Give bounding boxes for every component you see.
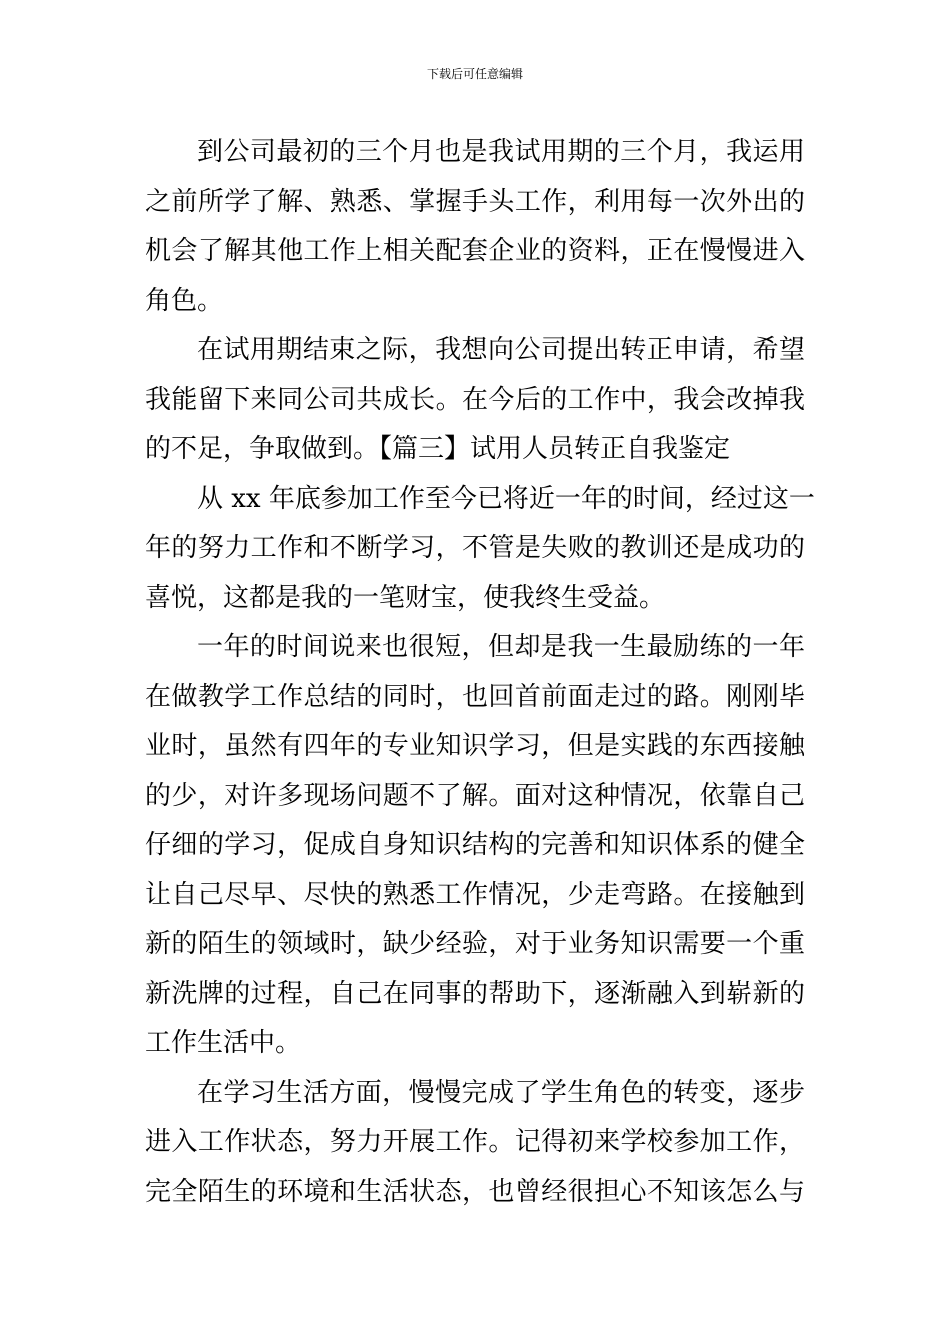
paragraph-line: 在做教学工作总结的同时，也回首前面走过的路。刚刚毕 [145,681,805,712]
paragraph-line: 在学习生活方面，慢慢完成了学生角色的转变，逐步 [197,1077,805,1108]
paragraph-line: 一年的时间说来也很短，但却是我一生最励练的一年 [197,632,805,662]
paragraph-3 [145,475,815,624]
paragraph-line: 新的陌生的领域时，缺少经验，对于业务知识需要一个重 [145,929,805,959]
paragraph-line: 在试用期结束之际，我想向公司提出转正申请，希望 [197,335,805,365]
paragraph-line: 喜悦，这都是我的一笔财宝，使我终生受益。 [145,582,666,613]
paragraph-line: 的不足，争取做到。【篇三】试用人员转正自我鉴定 [145,434,731,464]
paragraph-line: 到公司最初的三个月也是我试用期的三个月，我运用 [197,137,805,167]
paragraph-line: 的少，对许多现场问题不了解。面对这种情况，依靠自己 [145,780,805,811]
paragraph-2 [145,326,805,475]
paragraph-line: 进入工作状态，努力开展工作。记得初来学校参加工作， [145,1127,805,1157]
paragraph-line: 让自己尽早、尽快的熟悉工作情况，少走弯路。在接触到 [145,879,805,910]
paragraph-line: 从 xx 年底参加工作至今已将近一年的时间，经过这一 [197,483,815,514]
paragraph-line: 年的努力工作和不断学习，不管是失败的教训还是成功的 [145,533,805,563]
paragraph-line: 新洗牌的过程，自己在同事的帮助下，逐渐融入到崭新的 [145,978,805,1009]
paragraph-line: 业时，虽然有四年的专业知识学习，但是实践的东西接触 [145,731,805,761]
paragraph-1 [145,128,805,326]
paragraph-4 [145,623,805,1069]
paragraph-line: 完全陌生的环境和生活状态，也曾经很担心不知该怎么与 [145,1176,805,1207]
paragraph-5 [145,1069,805,1218]
document-body [145,128,815,1217]
paragraph-line: 仔细的学习，促成自身知识结构的完善和知识体系的健全 [145,830,805,860]
header-note: 下载后可任意编辑 [426,67,523,81]
paragraph-line: 角色。 [145,285,224,316]
paragraph-line: 机会了解其他工作上相关配套企业的资料，正在慢慢进入 [145,236,805,266]
paragraph-line: 工作生活中。 [145,1028,302,1058]
paragraph-line: 我能留下来同公司共成长。在今后的工作中，我会改掉我 [145,384,805,415]
paragraph-line: 之前所学了解、熟悉、掌握手头工作，利用每一次外出的 [145,186,805,217]
